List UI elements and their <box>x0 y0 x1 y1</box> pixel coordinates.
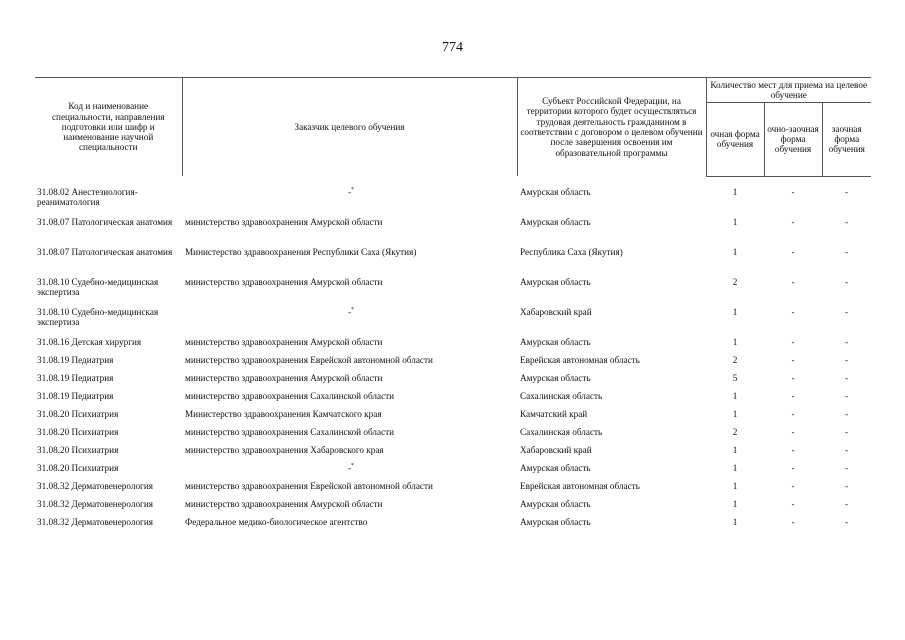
customer-text: - <box>347 186 352 197</box>
cell-full-time: 1 <box>732 216 738 227</box>
table-row <box>35 390 871 408</box>
cell-correspondence: - <box>844 408 849 419</box>
cell-customer: Федеральное медико-биологическое агентство <box>185 516 368 527</box>
cell-correspondence: - <box>844 354 849 365</box>
table-row <box>35 516 871 534</box>
cell-specialty: 31.08.19 Педиатрия <box>37 354 114 365</box>
cell-correspondence: - <box>844 462 849 473</box>
cell-part-time: - <box>791 444 795 455</box>
table-row <box>35 426 871 444</box>
cell-customer <box>182 462 517 480</box>
cell-part-time: - <box>791 516 795 527</box>
cell-part-time: - <box>791 336 795 347</box>
cell-region: Амурская область <box>520 216 591 227</box>
header-region: Субъект Российской Федерации, на территории которого будет осуществляться трудовая деятельность гражданином в соответствии с договором о целевом обучении после завершения освоения им образовательной программы <box>517 78 706 177</box>
cell-region: Амурская область <box>520 516 591 527</box>
cell-region: Республика Саха (Якутия) <box>520 246 623 257</box>
cell-customer: министерство здравоохранения Еврейской автономной области <box>185 480 433 491</box>
cell-specialty: 31.08.32 Дерматовенерология <box>37 516 153 527</box>
cell-full-time: 1 <box>732 498 738 509</box>
cell-specialty: 31.08.07 Патологическая анатомия <box>37 216 173 227</box>
cell-full-time: 5 <box>732 372 738 383</box>
cell-specialty: 31.08.19 Педиатрия <box>37 372 114 383</box>
cell-full-time: 1 <box>732 390 738 401</box>
cell-part-time: - <box>791 462 795 473</box>
table-row <box>35 186 871 216</box>
cell-region: Сахалинская область <box>520 426 603 437</box>
cell-customer: министерство здравоохранения Амурской области <box>185 276 383 287</box>
cell-region: Амурская область <box>520 336 591 347</box>
cell-specialty: 31.08.16 Детская хирургия <box>37 336 142 347</box>
cell-full-time: 2 <box>732 354 738 365</box>
cell-specialty: 31.08.19 Педиатрия <box>37 390 114 401</box>
cell-customer: министерство здравоохранения Амурской области <box>185 372 383 383</box>
table-row <box>35 216 871 246</box>
cell-region: Амурская область <box>520 372 591 383</box>
cell-correspondence: - <box>844 372 849 383</box>
cell-specialty: 31.08.02 Анестезиология-реаниматология <box>37 186 138 207</box>
cell-part-time: - <box>791 246 795 257</box>
cell-region: Амурская область <box>520 186 591 197</box>
table-row <box>35 444 871 462</box>
cell-full-time: 1 <box>732 444 738 455</box>
cell-full-time: 1 <box>732 246 738 257</box>
cell-correspondence: - <box>844 276 849 287</box>
cell-specialty: 31.08.07 Патологическая анатомия <box>37 246 173 257</box>
cell-specialty: 31.08.20 Психиатрия <box>37 408 119 419</box>
table-row <box>35 372 871 390</box>
cell-specialty: 31.08.20 Психиатрия <box>37 444 119 455</box>
cell-region: Еврейская автономная область <box>520 354 640 365</box>
table-row <box>35 462 871 480</box>
table-body <box>35 176 871 534</box>
cell-correspondence: - <box>844 516 849 527</box>
cell-customer: министерство здравоохранения Еврейской автономной области <box>185 354 433 365</box>
cell-customer: министерство здравоохранения Амурской области <box>185 336 383 347</box>
cell-part-time: - <box>791 306 795 317</box>
table-row <box>35 246 871 276</box>
cell-specialty: 31.08.10 Судебно-медицинская экспертиза <box>37 306 159 327</box>
cell-customer: Министерство здравоохранения Республики Саха (Якутия) <box>185 246 417 257</box>
table-row <box>35 306 871 336</box>
cell-full-time: 1 <box>732 462 738 473</box>
footnote-mark: * <box>351 306 355 313</box>
cell-customer: министерство здравоохранения Амурской области <box>185 216 383 227</box>
customer-text: - <box>347 306 352 317</box>
cell-region: Хабаровский край <box>520 444 592 455</box>
table-row <box>35 408 871 426</box>
cell-full-time: 2 <box>732 276 738 287</box>
cell-specialty: 31.08.32 Дерматовенерология <box>37 498 153 509</box>
cell-full-time: 1 <box>732 186 738 197</box>
cell-correspondence: - <box>844 480 849 491</box>
cell-correspondence: - <box>844 390 849 401</box>
table-row <box>35 480 871 498</box>
cell-specialty: 31.08.32 Дерматовенерология <box>37 480 153 491</box>
cell-customer: министерство здравоохранения Амурской области <box>185 498 383 509</box>
cell-correspondence: - <box>844 444 849 455</box>
cell-specialty: 31.08.20 Психиатрия <box>37 426 119 437</box>
cell-region: Камчатский край <box>520 408 588 419</box>
cell-region: Амурская область <box>520 462 591 473</box>
cell-specialty: 31.08.20 Психиатрия <box>37 462 119 473</box>
table-row <box>35 354 871 372</box>
cell-part-time: - <box>791 498 795 509</box>
header-code: Код и наименование специальности, направления подготовки или шифр и наименование научной специальности <box>35 78 182 177</box>
table-header <box>35 78 871 177</box>
header-places: Количество мест для приема на целевое обучение <box>706 78 871 103</box>
cell-correspondence: - <box>844 498 849 509</box>
page-number: 774 <box>442 40 463 55</box>
cell-full-time: 1 <box>732 480 738 491</box>
header-correspondence: заочная форма обучения <box>822 103 871 177</box>
cell-region: Еврейская автономная область <box>520 480 640 491</box>
cell-correspondence: - <box>844 186 849 197</box>
table-row <box>35 336 871 354</box>
cell-full-time: 1 <box>732 336 738 347</box>
header-part-time: очно-заочная форма обучения <box>764 103 822 177</box>
cell-part-time: - <box>791 426 795 437</box>
header-full-time: очная форма обучения <box>706 103 764 177</box>
cell-region: Амурская область <box>520 498 591 509</box>
cell-specialty: 31.08.10 Судебно-медицинская экспертиза <box>37 276 159 297</box>
cell-customer <box>182 306 517 336</box>
cell-region: Сахалинская область <box>520 390 603 401</box>
cell-customer: Министерство здравоохранения Камчатского края <box>185 408 382 419</box>
cell-correspondence: - <box>844 246 849 257</box>
cell-part-time: - <box>791 408 795 419</box>
table-row <box>35 498 871 516</box>
header-customer: Заказчик целевого обучения <box>182 78 517 177</box>
footnote-mark: * <box>351 186 355 193</box>
cell-full-time: 2 <box>732 426 738 437</box>
cell-customer <box>182 186 517 216</box>
cell-customer: министерство здравоохранения Сахалинской области <box>185 426 395 437</box>
cell-part-time: - <box>791 390 795 401</box>
cell-part-time: - <box>791 480 795 491</box>
cell-part-time: - <box>791 276 795 287</box>
cell-correspondence: - <box>844 336 849 347</box>
table-row <box>35 276 871 306</box>
cell-correspondence: - <box>844 306 849 317</box>
cell-correspondence: - <box>844 216 849 227</box>
cell-part-time: - <box>791 372 795 383</box>
cell-full-time: 1 <box>732 408 738 419</box>
cell-customer: министерство здравоохранения Хабаровского края <box>185 444 384 455</box>
customer-text: - <box>347 462 352 473</box>
cell-full-time: 1 <box>732 516 738 527</box>
cell-region: Амурская область <box>520 276 591 287</box>
cell-correspondence: - <box>844 426 849 437</box>
footnote-mark: * <box>351 462 355 469</box>
cell-full-time: 1 <box>732 306 738 317</box>
cell-part-time: - <box>791 216 795 227</box>
cell-customer: министерство здравоохранения Сахалинской области <box>185 390 395 401</box>
cell-part-time: - <box>791 186 795 197</box>
admission-quota-table <box>35 77 871 534</box>
cell-region: Хабаровский край <box>520 306 592 317</box>
cell-part-time: - <box>791 354 795 365</box>
